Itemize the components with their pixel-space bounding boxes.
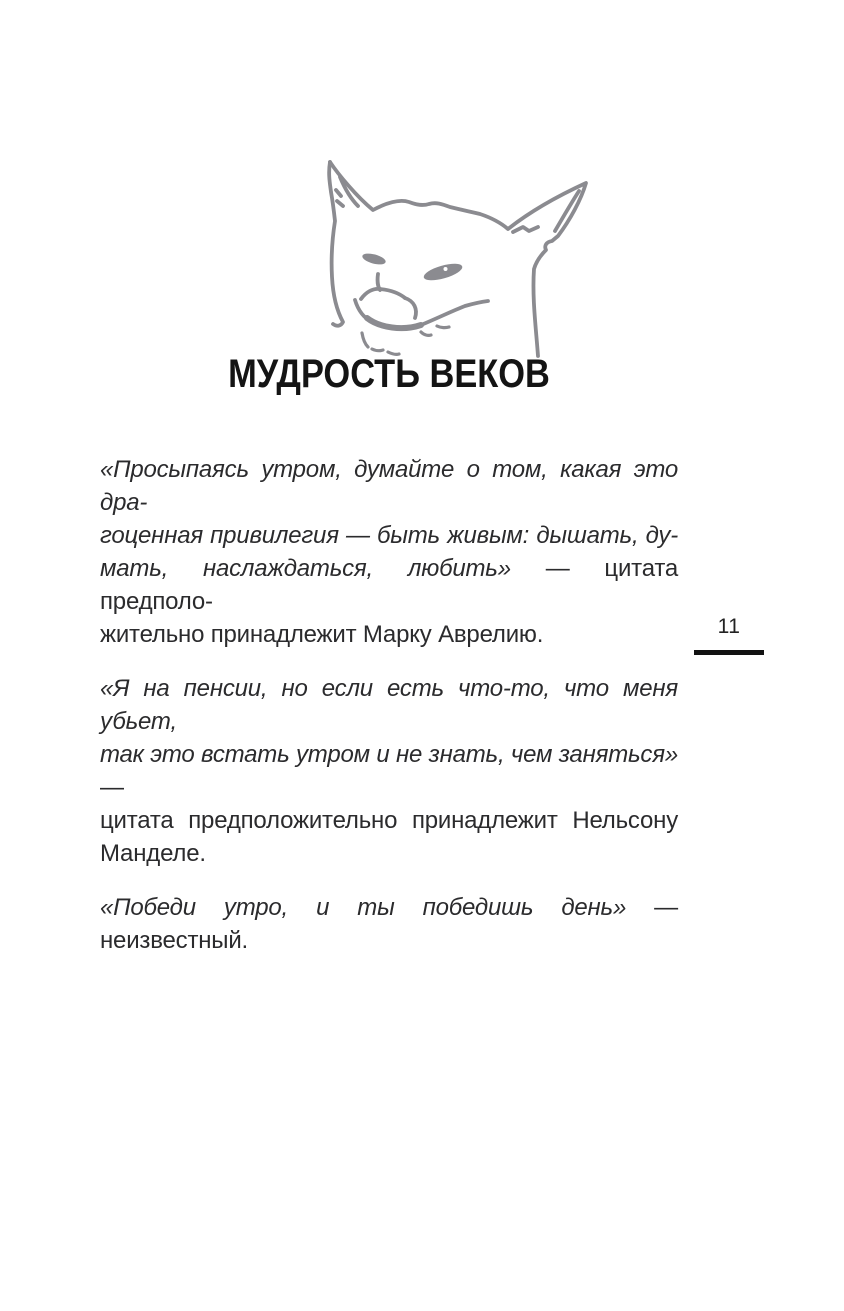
cat-outline-left bbox=[329, 162, 343, 326]
text-line bbox=[100, 672, 678, 738]
text-line bbox=[100, 519, 678, 552]
text-line bbox=[100, 738, 678, 804]
attribution-text: — неизвестный. bbox=[100, 894, 678, 954]
page-number: 11 bbox=[717, 615, 741, 638]
quote-text: «Победи утро, и ты победишь день» bbox=[100, 894, 627, 921]
cat-right-eye bbox=[422, 260, 464, 283]
text-line bbox=[100, 804, 678, 837]
cat-illustration bbox=[300, 138, 610, 382]
attribution-text: — цитата предполо- bbox=[100, 555, 678, 615]
page-number-rule bbox=[694, 650, 764, 655]
quote-text: гоценная привилегия — быть живым: дышать, ду- bbox=[100, 522, 678, 549]
quote-paragraph bbox=[100, 891, 678, 957]
cat-mouth-dash-1 bbox=[421, 332, 431, 335]
attribution-text: — bbox=[100, 774, 124, 801]
quote-text: «Я на пенсии, но если есть что-то, что меня убьет, bbox=[100, 675, 678, 735]
text-line bbox=[100, 891, 678, 957]
text-line bbox=[100, 552, 678, 618]
quotes-section bbox=[100, 453, 678, 978]
quote-text: «Просыпаясь утром, думайте о том, какая это дра- bbox=[100, 456, 678, 516]
quote-text: так это встать утром и не знать, чем заняться» bbox=[100, 741, 678, 768]
text-line bbox=[100, 453, 678, 519]
quote-text: мать, наслаждаться, любить» bbox=[100, 555, 511, 582]
text-line bbox=[100, 837, 678, 870]
attribution-text: Манделе. bbox=[100, 840, 206, 867]
cat-muzzle-loop bbox=[405, 298, 416, 318]
cat-frown bbox=[367, 318, 421, 328]
cat-right-ear-inner bbox=[513, 191, 579, 232]
attribution-text: цитата предположительно принадлежит Нельсону bbox=[100, 807, 678, 834]
attribution-text: жительно принадлежит Марку Аврелию. bbox=[100, 621, 544, 648]
quote-paragraph bbox=[100, 672, 678, 870]
cat-mouth-dash-2 bbox=[437, 326, 449, 328]
chapter-title: МУДРОСТЬ ВЕКОВ bbox=[228, 352, 550, 396]
cat-chin-stroke-2 bbox=[372, 349, 383, 351]
quote-paragraph bbox=[100, 453, 678, 651]
cat-nose-right bbox=[380, 289, 405, 298]
cat-right-cheek bbox=[421, 301, 488, 325]
cat-right-eye-highlight bbox=[444, 267, 448, 271]
cat-chin-stroke-1 bbox=[362, 333, 368, 347]
cat-left-eye bbox=[361, 251, 387, 266]
text-line bbox=[100, 618, 678, 651]
cat-nose-left bbox=[361, 289, 380, 299]
